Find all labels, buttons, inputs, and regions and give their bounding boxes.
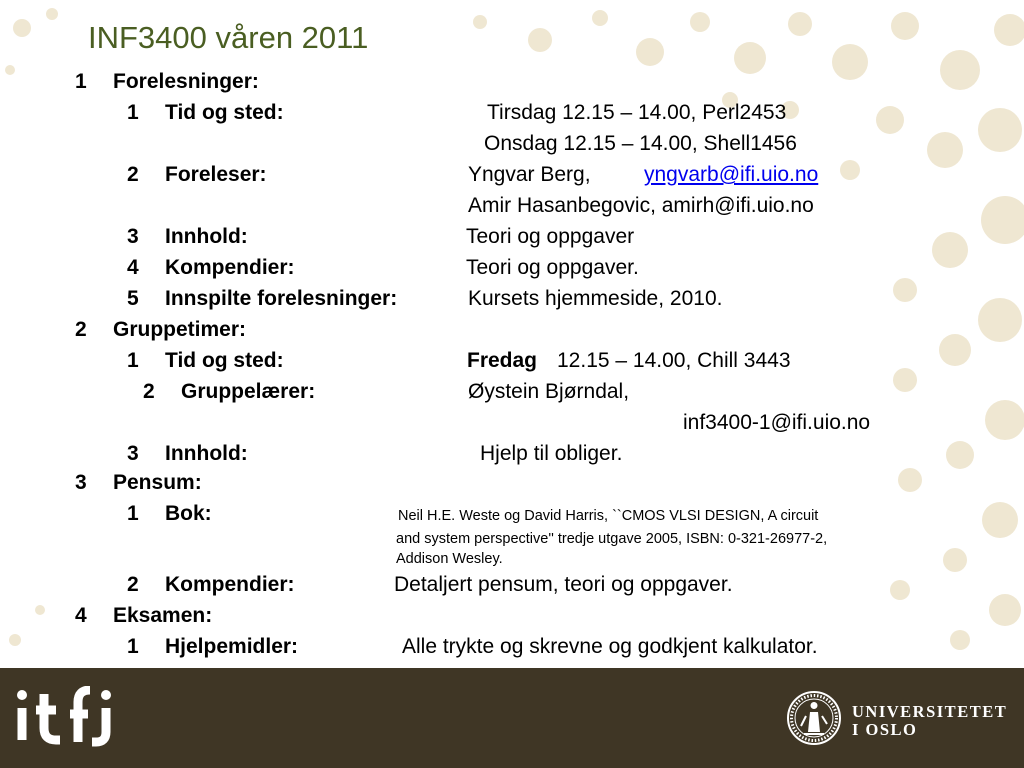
item-value: Øystein Bjørndal, — [468, 380, 630, 403]
item-label: Tid og sted: — [165, 349, 284, 372]
item-label: Kompendier: — [165, 256, 295, 279]
footer-bar — [0, 668, 1024, 768]
item-value: Tirsdag 12.15 – 14.00, Perl2453 — [487, 101, 787, 124]
section-number: 1 — [75, 70, 87, 93]
item-label: Innspilte forelesninger: — [165, 287, 398, 310]
ifi-logo — [14, 686, 114, 748]
section-heading: Forelesninger: — [113, 70, 259, 93]
item-number: 2 — [143, 380, 155, 403]
item-number: 1 — [127, 502, 139, 525]
item-value: 12.15 – 14.00, Chill 3443 — [557, 349, 791, 372]
item-value: Alle trykte og skrevne og godkjent kalkulator. — [402, 635, 818, 658]
item-number: 2 — [127, 573, 139, 596]
item-value: Amir Hasanbegovic, amirh@ifi.uio.no — [468, 194, 814, 217]
item-value: and system perspective'' tredje utgave 2005, ISBN: 0-321-26977-2, — [396, 531, 828, 547]
university-name-line2: I OSLO — [852, 720, 918, 739]
section-heading: Eksamen: — [113, 604, 213, 627]
email-link[interactable]: yngvarb@ifi.uio.no — [644, 163, 819, 186]
item-label: Innhold: — [165, 225, 248, 248]
item-value: Kursets hjemmeside, 2010. — [468, 287, 723, 310]
university-name-line1: UNIVERSITETET — [852, 702, 1008, 721]
item-value-day: Fredag — [467, 349, 538, 372]
section-number: 3 — [75, 471, 87, 494]
item-number: 1 — [127, 635, 139, 658]
item-number: 5 — [127, 287, 139, 310]
item-number: 4 — [127, 256, 139, 279]
item-label: Foreleser: — [165, 163, 267, 186]
item-label: Hjelpemidler: — [165, 635, 299, 658]
item-value: Addison Wesley. — [396, 551, 503, 567]
item-number: 2 — [127, 163, 139, 186]
item-label: Kompendier: — [165, 573, 295, 596]
section-heading: Gruppetimer: — [113, 318, 247, 341]
item-label: Tid og sted: — [165, 101, 284, 124]
section-number: 4 — [75, 604, 87, 627]
item-value: Teori og oppgaver. — [466, 256, 639, 279]
item-value: inf3400-1@ifi.uio.no — [683, 411, 871, 434]
item-number: 1 — [127, 101, 139, 124]
item-number: 3 — [127, 225, 139, 248]
item-value: Yngvar Berg, — [468, 163, 591, 186]
item-label: Bok: — [165, 502, 212, 525]
section-number: 2 — [75, 318, 87, 341]
item-value: Onsdag 12.15 – 14.00, Shell1456 — [484, 132, 797, 155]
item-label: Innhold: — [165, 442, 248, 465]
item-value: Hjelp til obliger. — [480, 442, 623, 465]
slide-title: INF3400 våren 2011 — [88, 20, 369, 55]
section-heading: Pensum: — [113, 471, 202, 494]
item-label: Gruppelærer: — [181, 380, 316, 403]
university-name — [852, 703, 1007, 739]
item-number: 1 — [127, 349, 139, 372]
item-value: Neil H.E. Weste og David Harris, ``CMOS VLSI DESIGN, A circuit — [398, 508, 819, 524]
item-value: Detaljert pensum, teori og oppgaver. — [394, 573, 733, 596]
item-value: Teori og oppgaver — [466, 225, 635, 248]
university-seal — [786, 690, 842, 746]
item-number: 3 — [127, 442, 139, 465]
